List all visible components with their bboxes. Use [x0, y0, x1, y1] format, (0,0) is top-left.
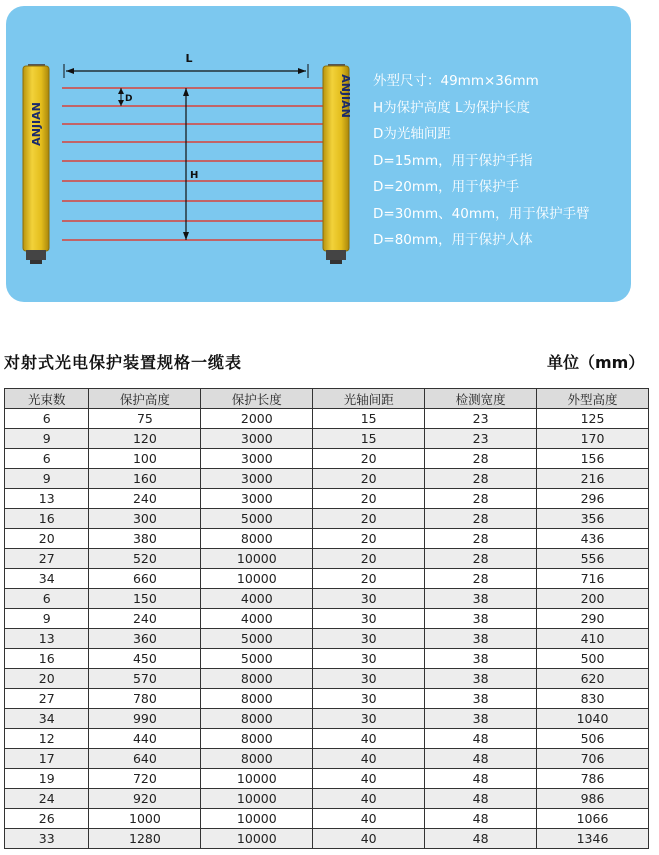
table-cell: 38 [425, 709, 537, 729]
table-row [5, 569, 649, 589]
table-cell: 506 [537, 729, 649, 749]
height-dimension [183, 88, 198, 240]
spec-line: D=80mm，用于保护人体 [373, 232, 533, 248]
table-cell: 34 [5, 709, 89, 729]
table-cell: 13 [5, 629, 89, 649]
table-cell: 100 [89, 449, 201, 469]
table-cell: 40 [313, 829, 425, 849]
table-cell: 150 [89, 589, 201, 609]
table-cell: 240 [89, 489, 201, 509]
table-cell: 160 [89, 469, 201, 489]
spec-line: H为保护高度 L为保护长度 [373, 99, 530, 116]
spec-line: D=20mm，用于保护手 [373, 179, 520, 195]
table-cell: 30 [313, 589, 425, 609]
table-cell: 40 [313, 769, 425, 789]
table-cell: 300 [89, 509, 201, 529]
table-cell: 296 [537, 489, 649, 509]
table-cell: 48 [425, 749, 537, 769]
table-cell: 1000 [89, 809, 201, 829]
table-cell: 48 [425, 729, 537, 749]
table-cell: 4000 [201, 589, 313, 609]
table-cell: 20 [313, 469, 425, 489]
table-cell: 716 [537, 569, 649, 589]
table-row [5, 509, 649, 529]
table-body [5, 409, 649, 849]
table-cell: 33 [5, 829, 89, 849]
spec-line: 外型尺寸：49mm×36mm [373, 73, 539, 89]
table-cell: 27 [5, 549, 89, 569]
table-cell: 720 [89, 769, 201, 789]
table-cell: 8000 [201, 529, 313, 549]
table-cell: 16 [5, 649, 89, 669]
table-row [5, 529, 649, 549]
table-cell: 3000 [201, 489, 313, 509]
label-h: H [190, 170, 199, 181]
table-row [5, 649, 649, 669]
table-cell: 570 [89, 669, 201, 689]
table-cell: 440 [89, 729, 201, 749]
table-title: 对射式光电保护装置规格一缆表 [4, 353, 243, 372]
spec-line: D=30mm、40mm，用于保护手臂 [373, 205, 590, 222]
table-cell: 48 [425, 809, 537, 829]
table-cell: 380 [89, 529, 201, 549]
table-cell: 24 [5, 789, 89, 809]
table-cell: 28 [425, 549, 537, 569]
table-row [5, 589, 649, 609]
table-cell: 5000 [201, 649, 313, 669]
table-cell: 10000 [201, 809, 313, 829]
table-cell: 120 [89, 429, 201, 449]
table-cell: 30 [313, 669, 425, 689]
table-cell: 640 [89, 749, 201, 769]
table-cell: 9 [5, 429, 89, 449]
table-cell: 48 [425, 789, 537, 809]
table-cell: 15 [313, 429, 425, 449]
table-cell: 156 [537, 449, 649, 469]
table-cell: 1066 [537, 809, 649, 829]
table-cell: 620 [537, 669, 649, 689]
table-cell: 520 [89, 549, 201, 569]
table-cell: 290 [537, 609, 649, 629]
table-cell: 48 [425, 769, 537, 789]
table-cell: 28 [425, 509, 537, 529]
table-cell: 30 [313, 609, 425, 629]
table-cell: 10000 [201, 789, 313, 809]
table-cell: 28 [425, 489, 537, 509]
spacing-dimension [118, 88, 132, 106]
table-cell: 30 [313, 629, 425, 649]
table-cell: 1040 [537, 709, 649, 729]
table-cell: 28 [425, 529, 537, 549]
table-row [5, 489, 649, 509]
table-cell: 30 [313, 709, 425, 729]
table-cell: 3000 [201, 449, 313, 469]
table-cell: 8000 [201, 709, 313, 729]
table-cell: 23 [425, 409, 537, 429]
table-cell: 9 [5, 469, 89, 489]
spec-table [4, 388, 649, 849]
label-l: L [185, 52, 193, 65]
column-header: 保护长度 [201, 389, 313, 409]
table-cell: 410 [537, 629, 649, 649]
table-cell: 8000 [201, 749, 313, 769]
table-cell: 26 [5, 809, 89, 829]
table-cell: 6 [5, 409, 89, 429]
table-row [5, 429, 649, 449]
table-cell: 125 [537, 409, 649, 429]
column-header: 外型高度 [537, 389, 649, 409]
table-cell: 40 [313, 729, 425, 749]
table-cell: 10000 [201, 829, 313, 849]
table-cell: 20 [313, 529, 425, 549]
column-header: 光束数 [5, 389, 89, 409]
table-cell: 20 [313, 549, 425, 569]
table-cell: 830 [537, 689, 649, 709]
table-cell: 920 [89, 789, 201, 809]
table-cell: 30 [313, 689, 425, 709]
left-sensor [23, 64, 49, 264]
table-row [5, 669, 649, 689]
table-cell: 8000 [201, 669, 313, 689]
table-row [5, 449, 649, 469]
table-cell: 19 [5, 769, 89, 789]
table-cell: 3000 [201, 429, 313, 449]
table-cell: 38 [425, 669, 537, 689]
table-cell: 8000 [201, 689, 313, 709]
table-cell: 706 [537, 749, 649, 769]
unit-label: 单位（mm） [547, 353, 645, 372]
table-row [5, 549, 649, 569]
column-header: 检测宽度 [425, 389, 537, 409]
table-cell: 38 [425, 629, 537, 649]
column-header: 光轴间距 [313, 389, 425, 409]
table-cell: 20 [313, 509, 425, 529]
table-cell: 786 [537, 769, 649, 789]
label-d: D [125, 94, 133, 104]
spec-line: D=15mm，用于保护手指 [373, 152, 533, 169]
table-header-row [5, 389, 649, 409]
table-cell: 436 [537, 529, 649, 549]
table-cell: 38 [425, 649, 537, 669]
table-cell: 986 [537, 789, 649, 809]
right-sensor [323, 64, 352, 264]
table-row [5, 809, 649, 829]
table-cell: 10000 [201, 569, 313, 589]
table-cell: 6 [5, 589, 89, 609]
table-cell: 15 [313, 409, 425, 429]
table-cell: 16 [5, 509, 89, 529]
table-cell: 40 [313, 809, 425, 829]
table-row [5, 829, 649, 849]
table-cell: 20 [313, 449, 425, 469]
brand-logo-right: ANJIAN [339, 74, 352, 118]
table-cell: 170 [537, 429, 649, 449]
table-cell: 240 [89, 609, 201, 629]
table-cell: 75 [89, 409, 201, 429]
table-cell: 356 [537, 509, 649, 529]
table-cell: 10000 [201, 549, 313, 569]
table-cell: 38 [425, 609, 537, 629]
table-cell: 28 [425, 449, 537, 469]
table-cell: 30 [313, 649, 425, 669]
table-cell: 4000 [201, 609, 313, 629]
table-cell: 990 [89, 709, 201, 729]
table-cell: 10000 [201, 769, 313, 789]
length-dimension [64, 52, 308, 78]
table-cell: 38 [425, 689, 537, 709]
table-cell: 5000 [201, 629, 313, 649]
spec-line: D为光轴间距 [373, 126, 451, 142]
table-cell: 5000 [201, 509, 313, 529]
table-cell: 27 [5, 689, 89, 709]
table-cell: 17 [5, 749, 89, 769]
table-cell: 38 [425, 589, 537, 609]
table-cell: 8000 [201, 729, 313, 749]
table-row [5, 749, 649, 769]
table-cell: 9 [5, 609, 89, 629]
column-header: 保护高度 [89, 389, 201, 409]
table-cell: 1346 [537, 829, 649, 849]
table-cell: 28 [425, 569, 537, 589]
table-cell: 660 [89, 569, 201, 589]
table-row [5, 629, 649, 649]
table-cell: 450 [89, 649, 201, 669]
table-row [5, 609, 649, 629]
table-cell: 1280 [89, 829, 201, 849]
table-cell: 6 [5, 449, 89, 469]
light-beams [62, 88, 324, 240]
table-cell: 2000 [201, 409, 313, 429]
table-cell: 200 [537, 589, 649, 609]
table-cell: 500 [537, 649, 649, 669]
table-cell: 40 [313, 749, 425, 769]
table-cell: 12 [5, 729, 89, 749]
table-row [5, 709, 649, 729]
table-row [5, 689, 649, 709]
table-row [5, 769, 649, 789]
table-cell: 20 [5, 669, 89, 689]
table-row [5, 789, 649, 809]
table-cell: 3000 [201, 469, 313, 489]
table-row [5, 729, 649, 749]
table-cell: 23 [425, 429, 537, 449]
brand-logo-left: ANJIAN [30, 102, 43, 146]
table-cell: 40 [313, 789, 425, 809]
table-cell: 20 [313, 569, 425, 589]
table-row [5, 469, 649, 489]
table-cell: 48 [425, 829, 537, 849]
table-cell: 13 [5, 489, 89, 509]
table-row [5, 409, 649, 429]
table-cell: 216 [537, 469, 649, 489]
table-cell: 780 [89, 689, 201, 709]
table-cell: 28 [425, 469, 537, 489]
table-cell: 556 [537, 549, 649, 569]
table-cell: 20 [5, 529, 89, 549]
table-cell: 34 [5, 569, 89, 589]
table-cell: 360 [89, 629, 201, 649]
table-cell: 20 [313, 489, 425, 509]
spec-notes [373, 68, 590, 254]
diagram-panel [6, 6, 631, 302]
